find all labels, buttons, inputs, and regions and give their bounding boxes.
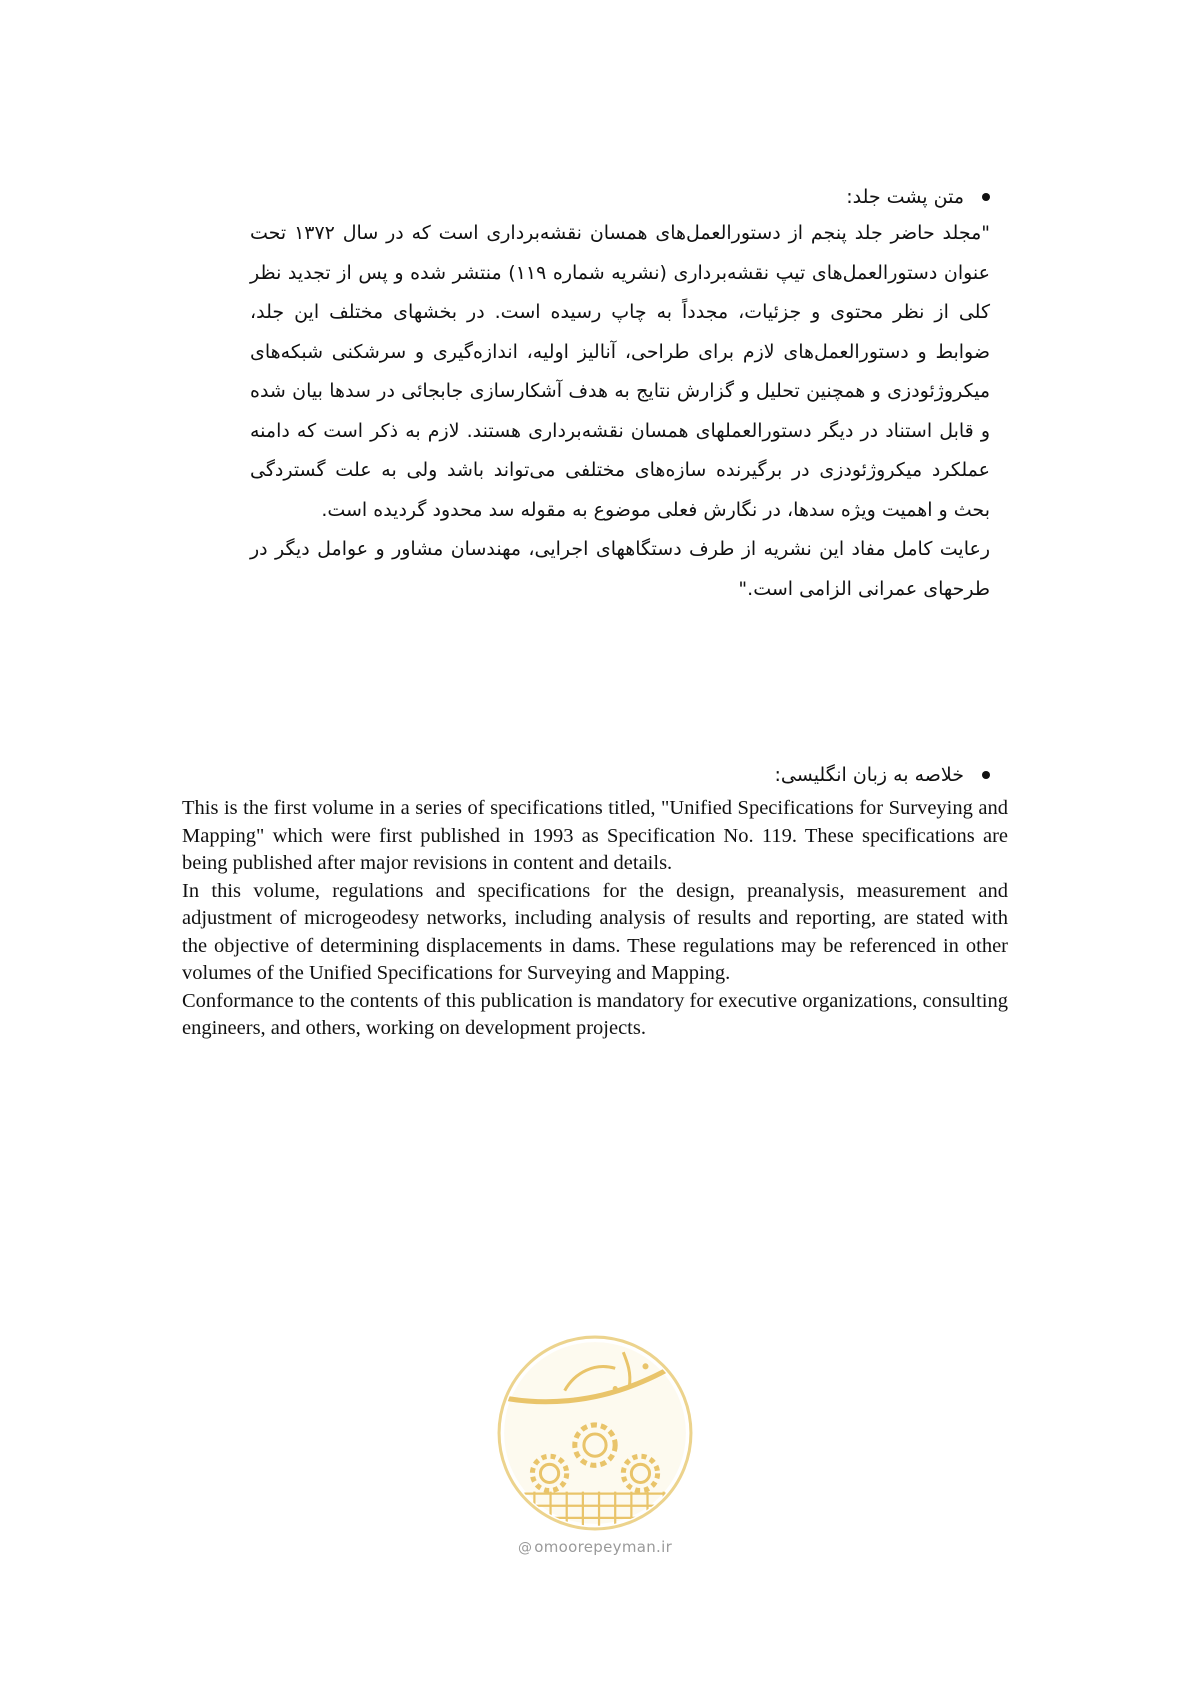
- watermark-caption-text: omoorepeyman.ir: [534, 1538, 673, 1556]
- english-summary-heading: خلاصه به زبان انگلیسی:: [774, 764, 964, 786]
- bullet-icon: [982, 193, 990, 201]
- english-summary-paragraph-1: This is the first volume in a series of specifications titled, "Unified Specifications for Surveying and Mapping" which were first published in 1993 as Specification No. 119. These specifications are being published after major revisions in content and details.: [182, 797, 1008, 874]
- back-cover-paragraph-2: رعایت کامل مفاد این نشریه از طرف دستگاههای اجرایی، مهندسان مشاور و عوامل دیگر در طرحهای عمرانی الزامی است.": [250, 538, 990, 600]
- watermark-logo-icon: [494, 1332, 696, 1534]
- english-summary-heading-row: [250, 760, 990, 790]
- back-cover-paragraph-1: "مجلد حاضر جلد پنجم از دستورالعمل‌های همسان نقشه‌برداری است که در سال ۱۳۷۲ تحت عنوان دستورالعمل‌های تیپ نقشه‌برداری (نشریه شماره ۱۱۹) منتشر شده و پس از تجدید نظر کلی از نظر محتوی و جزئیات، مجدداً به چاپ رسیده است. در بخشهای مختلف این جلد، ضوابط و دستورالعمل‌های لازم برای طراحی، آنالیز اولیه، اندازه‌گیری و سرشکنی شبکه‌های میکروژئودزی و همچنین تحلیل و گزارش نتایج به هدف آشکارسازی جابجائی در سدها بیان شده و قابل استناد در دیگر دستورالعملهای همسان نقشه‌برداری هستند. لازم به ذکر است که دامنه عملکرد میکروژئودزی در برگیرنده سازه‌های مختلفی می‌تواند باشد ولی به علت گستردگی بحث و اهمیت ویژه سدها، در نگارش فعلی موضوع به مقوله سد محدود گردیده است.: [250, 222, 991, 521]
- english-summary-paragraph-2: In this volume, regulations and specifications for the design, preanalysis, measurement and adjustment of microgeodesy networks, including analysis of results and reporting, are stated with the objective of determining displacements in dams. These regulations may be referenced in other volumes of the Unified Specifications for Surveying and Mapping.: [182, 879, 1008, 984]
- english-summary-paragraph-3: Conformance to the contents of this publication is mandatory for executive organizations, consulting engineers, and others, working on development projects.: [182, 989, 1008, 1039]
- back-cover-heading-row: [250, 182, 990, 212]
- english-summary-body: [182, 795, 1008, 1043]
- bullet-icon: [982, 771, 990, 779]
- watermark-caption: [494, 1538, 696, 1556]
- back-cover-body: [250, 214, 990, 609]
- at-icon: @: [517, 1540, 533, 1556]
- back-cover-section: [250, 182, 990, 609]
- back-cover-heading: متن پشت جلد:: [846, 186, 964, 208]
- english-summary-heading-section: [250, 760, 990, 790]
